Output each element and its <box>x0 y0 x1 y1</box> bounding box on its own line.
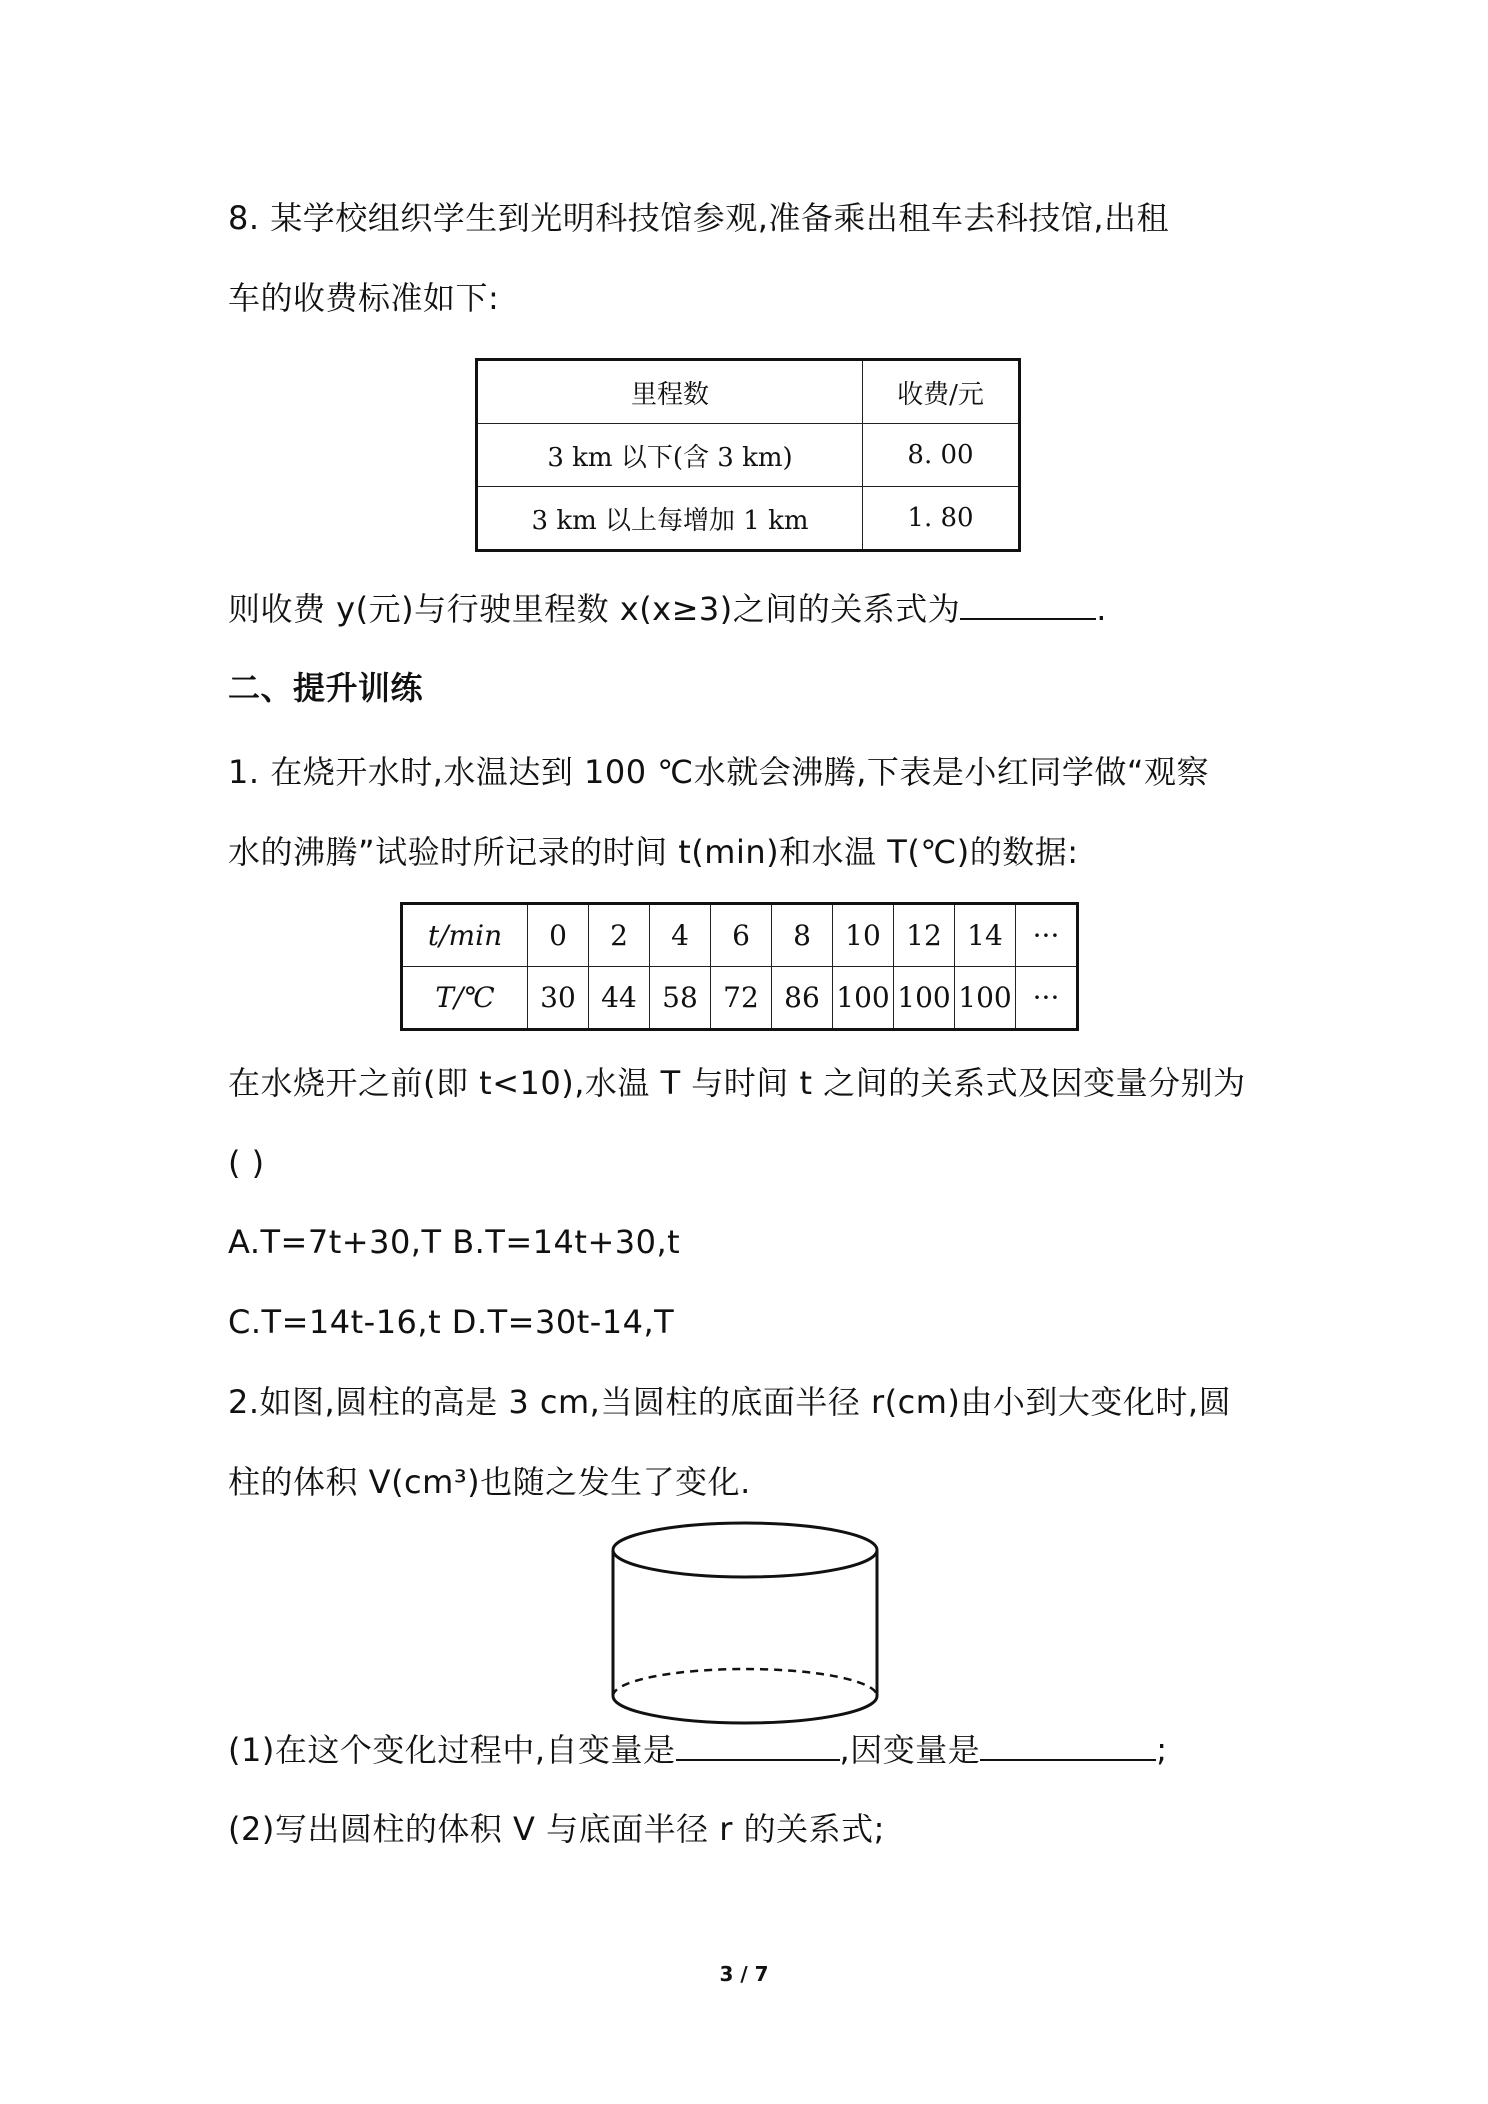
p2-line-2: 柱的体积 V(cm³)也随之发生了变化. <box>228 1463 751 1501</box>
table-cell: 14 <box>955 904 1016 967</box>
p1-answer-paren: ( ) <box>228 1144 265 1182</box>
page-number: 3 / 7 <box>719 1962 769 1986</box>
table-cell: ··· <box>1016 904 1078 967</box>
q8-question-end: . <box>1096 590 1107 628</box>
cylinder-figure <box>610 1518 890 1730</box>
table-header-fee: 收费/元 <box>863 360 1020 424</box>
q8-line-2: 车的收费标准如下: <box>228 279 500 317</box>
table-cell: 8. 00 <box>863 424 1020 487</box>
table-cell: 3 km 以下(含 3 km) <box>477 424 863 487</box>
table-cell: 10 <box>833 904 894 967</box>
p2-q1-text-c: ; <box>1156 1731 1168 1769</box>
section-title: 二、提升训练 <box>228 669 424 707</box>
table-cell: 6 <box>711 904 772 967</box>
table-cell: 44 <box>589 967 650 1030</box>
table-cell: ··· <box>1016 967 1078 1030</box>
table-header-distance: 里程数 <box>477 360 863 424</box>
p2-q1 <box>228 1729 1167 1770</box>
cylinder-bottom-front-arc <box>613 1696 877 1723</box>
p1-line-3: 在水烧开之前(即 t<10),水温 T 与时间 t 之间的关系式及因变量分别为 <box>228 1064 1246 1102</box>
table-row-label: T/℃ <box>402 967 528 1030</box>
cylinder-bottom-hidden-arc <box>613 1669 877 1696</box>
table-cell: 58 <box>650 967 711 1030</box>
table-cell: 30 <box>528 967 589 1030</box>
table-cell: 4 <box>650 904 711 967</box>
table-row-label: t/min <box>402 904 528 967</box>
table-cell: 72 <box>711 967 772 1030</box>
table-cell: 3 km 以上每增加 1 km <box>477 487 863 551</box>
table-cell: 100 <box>955 967 1016 1030</box>
p2-q2: (2)写出圆柱的体积 V 与底面半径 r 的关系式; <box>228 1810 885 1848</box>
table-cell: 12 <box>894 904 955 967</box>
q8-question-text: 则收费 y(元)与行驶里程数 x(x≥3)之间的关系式为 <box>228 590 961 628</box>
q8-question <box>228 588 1107 629</box>
p1-line-1: 1. 在烧开水时,水温达到 100 ℃水就会沸腾,下表是小红同学做“观察 <box>228 753 1209 791</box>
p2-q1-text-b: ,因变量是 <box>839 1731 981 1769</box>
p1-line-2: 水的沸腾”试验时所记录的时间 t(min)和水温 T(℃)的数据: <box>228 833 1079 871</box>
table-cell: 100 <box>894 967 955 1030</box>
taxi-fare-table <box>475 358 1021 552</box>
boiling-data-table <box>400 902 1079 1031</box>
table-cell: 0 <box>528 904 589 967</box>
p1-options-cd: C.T=14t-16,t D.T=30t-14,T <box>228 1303 675 1341</box>
table-row <box>477 360 1020 424</box>
table-cell: 8 <box>772 904 833 967</box>
table-row <box>477 424 1020 487</box>
table-row-time <box>402 904 1078 967</box>
table-cell: 86 <box>772 967 833 1030</box>
p2-q1-text-a: (1)在这个变化过程中,自变量是 <box>228 1731 676 1769</box>
cylinder-top-ellipse <box>613 1523 877 1577</box>
table-row <box>477 487 1020 551</box>
p2-line-1: 2.如图,圆柱的高是 3 cm,当圆柱的底面半径 r(cm)由小到大变化时,圆 <box>228 1383 1232 1421</box>
q8-line-1: 8. 某学校组织学生到光明科技馆参观,准备乘出租车去科技馆,出租 <box>228 199 1170 237</box>
answer-blank <box>980 1729 1156 1761</box>
p1-options-ab: A.T=7t+30,T B.T=14t+30,t <box>228 1223 681 1261</box>
table-cell: 100 <box>833 967 894 1030</box>
answer-blank <box>676 1729 840 1761</box>
answer-blank <box>960 588 1096 620</box>
table-row-temperature <box>402 967 1078 1030</box>
table-cell: 1. 80 <box>863 487 1020 551</box>
table-cell: 2 <box>589 904 650 967</box>
